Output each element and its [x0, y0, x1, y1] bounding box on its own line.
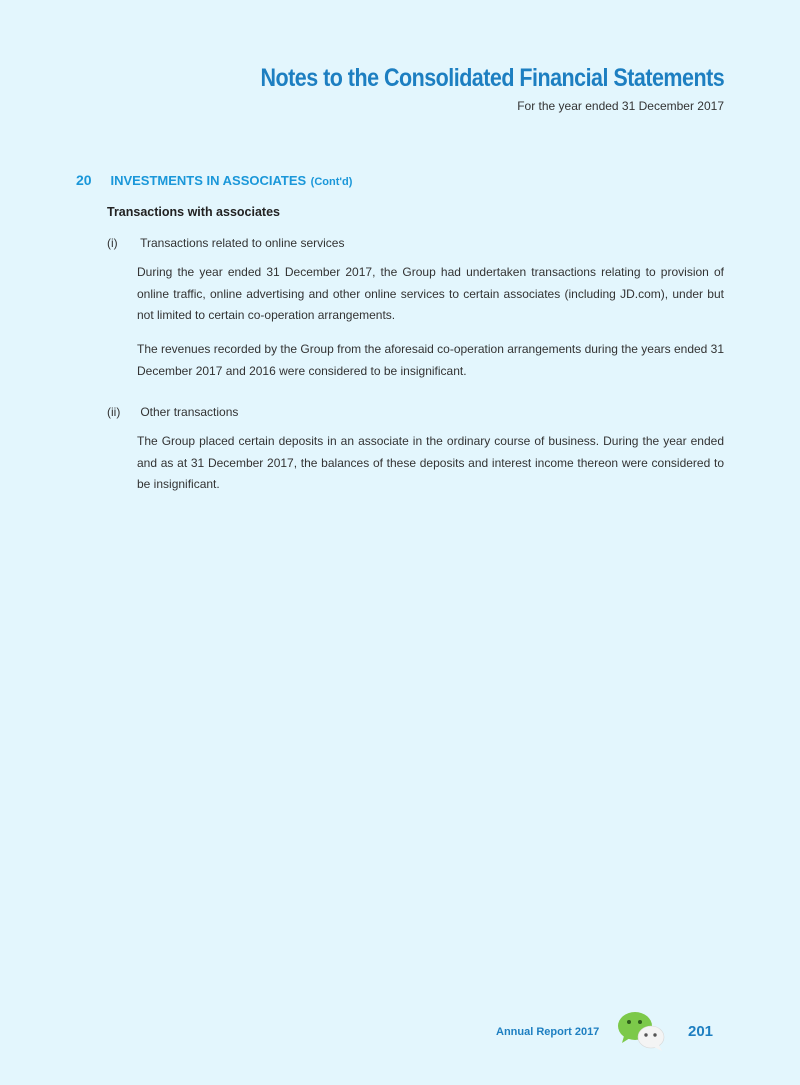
item-number: (i)	[107, 236, 118, 250]
paragraph: During the year ended 31 December 2017, the Group had undertaken transactions relating to provision of online traffic, online advertising and other online services to certain associates (including JD.com), under but not limited to certain co-operation arrangements.	[137, 265, 724, 322]
paragraph: The Group placed certain deposits in an associate in the ordinary course of business. During the year ended and as at 31 December 2017, the balances of these deposits and interest income thereon were considered to be insignificant.	[137, 434, 724, 491]
page-title: Notes to the Consolidated Financial Statements	[260, 64, 724, 92]
list-item-heading	[107, 236, 344, 250]
item-title: Other transactions	[140, 405, 239, 419]
section-heading	[76, 172, 352, 190]
page-header	[185, 64, 724, 113]
section-number: 20	[76, 172, 92, 188]
page-footer	[0, 1010, 800, 1055]
paragraph: The revenues recorded by the Group from the aforesaid co-operation arrangements during the years ended 31 December 2017 and 2016 were considered to be insignificant.	[137, 342, 725, 378]
section-continued-label: (Cont'd)	[310, 176, 353, 188]
item-number: (ii)	[107, 405, 121, 419]
list-item-heading	[107, 405, 238, 419]
annual-report-label: Annual Report 2017	[496, 1026, 600, 1038]
subheading: Transactions with associates	[107, 205, 280, 219]
section-title: INVESTMENTS IN ASSOCIATES	[110, 173, 307, 188]
page-subtitle: For the year ended 31 December 2017	[517, 99, 724, 113]
item-title: Transactions related to online services	[140, 236, 345, 250]
wechat-logo-icon	[616, 1010, 668, 1052]
page-number: 201	[688, 1023, 714, 1040]
